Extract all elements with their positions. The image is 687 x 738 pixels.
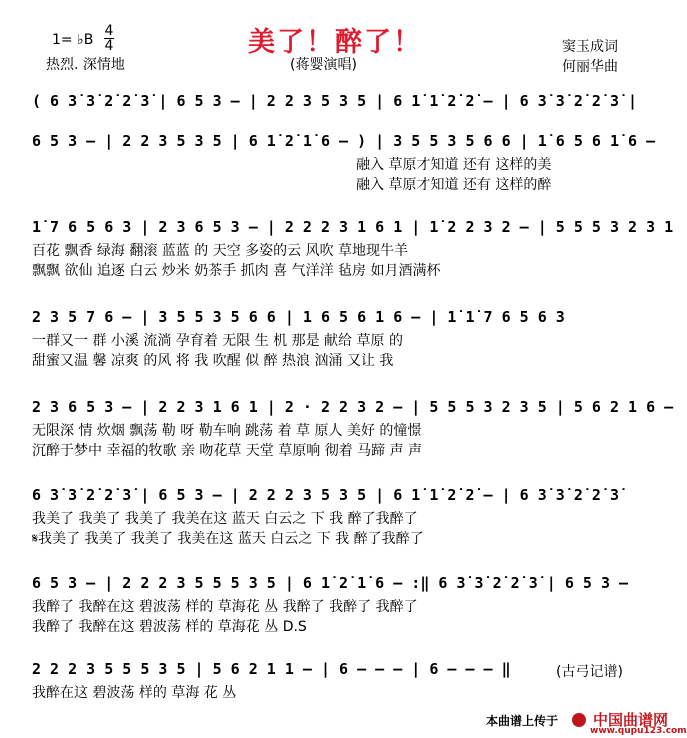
notation-line: 1̇ 7 6 5 6 3 | 2 3 6 5 3 – | 2 2 2 3 1 6 1 | 1̇ 2 2 3 2 – | 5 5 5 3 2 3 1	[32, 218, 674, 236]
time-signature	[104, 24, 114, 53]
lyric-line: 沉醉于梦中 幸福的牧歌 亲 吻花草 天堂 草原响 彻着 马蹄 声 声	[32, 443, 423, 459]
lyric-line: 𝄋我美了 我美了 我美了 我美在这 蓝天 白云之 下 我 醉了我醉了	[32, 531, 424, 547]
site-watermark	[572, 706, 687, 736]
lyric-line: 百花 飘香 绿海 翻滚 蓝蓝 的 天空 多姿的云 风吹 草地现牛羊	[32, 243, 409, 259]
notation-line: 2 2 2 3 5 5 5 3 5 | 5 6 2 1 1 – | 6 – – – | 6 – – – ‖	[32, 660, 511, 678]
tempo-marking: 热烈. 深情地	[46, 57, 125, 73]
key-signature	[52, 32, 93, 48]
lyric-line: 无限深 情 炊烟 飘荡 勒 呀 勒车响 跳荡 着 草 原人 美好 的憧憬	[32, 423, 422, 439]
lyricist-credit: 窦玉成词	[562, 39, 618, 55]
lyric-line: 我美了 我美了 我美了 我美在这 蓝天 白云之 下 我 醉了我醉了	[32, 511, 418, 527]
key-text: 1= ♭B	[52, 32, 94, 48]
lyric-line: 融入 草原才知道 还有 这样的美	[356, 157, 552, 173]
time-bottom: 4	[104, 38, 114, 54]
transcriber-note: (古弓记谱)	[556, 664, 623, 680]
upload-label: 本曲谱上传于	[486, 714, 559, 728]
notation-line: 2 3 6 5 3 – | 2 2 3 1 6 1 | 2 · 2 2 3 2 – | 5 5 5 3 2 3 5 | 5 6 2 1 6 –	[32, 398, 674, 416]
lyric-line: 我醉在这 碧波荡 样的 草海 花 丛	[32, 685, 237, 701]
composer-credit: 何丽华曲	[562, 59, 618, 75]
notation-line: 6 5 3 – | 2 2 2 3 5 5 5 3 5 | 6 1̇ 2̇ 1̇ 6 – :‖ 6 3̇ 3̇ 2̇ 2̇ 3̇ | 6 5 3 –	[32, 574, 629, 592]
song-title: 美了！醉了！	[248, 27, 422, 58]
site-name: 中国曲谱网	[592, 711, 668, 729]
lyric-line: 甜蜜又温 馨 凉爽 的风 将 我 吹醒 似 醉 热浪 汹涌 又让 我	[32, 353, 394, 369]
notation-line: 2 3 5 7 6 – | 3 5 5 3 5 6 6 | 1 6 5 6 1 6 – | 1̇ 1̇ 7 6 5 6 3	[32, 308, 565, 326]
lyric-line: 我醉了 我醉在这 碧波荡 样的 草海花 丛 D.S	[32, 619, 307, 635]
site-logo-icon	[572, 713, 586, 727]
lyric-line: 我醉了 我醉在这 碧波荡 样的 草海花 丛 我醉了 我醉了 我醉了	[32, 599, 418, 615]
notation-line: ( 6 3̇ 3̇ 2̇ 2̇ 3̇ | 6 5 3 – | 2 2 3 5 3 5 | 6 1̇ 1̇ 2̇ 2̇ – | 6 3̇ 3̇ 2̇ 2̇ 3̇ |	[32, 92, 638, 110]
lyric-line: 融入 草原才知道 还有 这样的醉	[356, 177, 552, 193]
lyric-line: 一群又一 群 小溪 流淌 孕育着 无限 生 机 那是 献给 草原 的	[32, 333, 403, 349]
notation-line: 6 3̇ 3̇ 2̇ 2̇ 3̇ | 6 5 3 – | 2 2 2 3 5 3 5 | 6 1̇ 1̇ 2̇ 2̇ – | 6 3̇ 3̇ 2̇ 2̇ 3̇	[32, 486, 619, 504]
lyric-line: 飘飘 欲仙 追逐 白云 炒米 奶茶手 抓肉 喜 气洋洋 毡房 如月酒满杯	[32, 263, 441, 279]
singer-credit: (蒋婴演唱)	[290, 57, 357, 73]
site-url: www.qupu123.com	[590, 726, 687, 736]
time-top: 4	[104, 23, 114, 39]
notation-line: 6 5 3 – | 2 2 3 5 3 5 | 6 1̇ 2̇ 1̇ 6 – ) | 3 5 5 3 5 6 6 | 1̇ 6 5 6 1̇ 6 –	[32, 132, 656, 150]
